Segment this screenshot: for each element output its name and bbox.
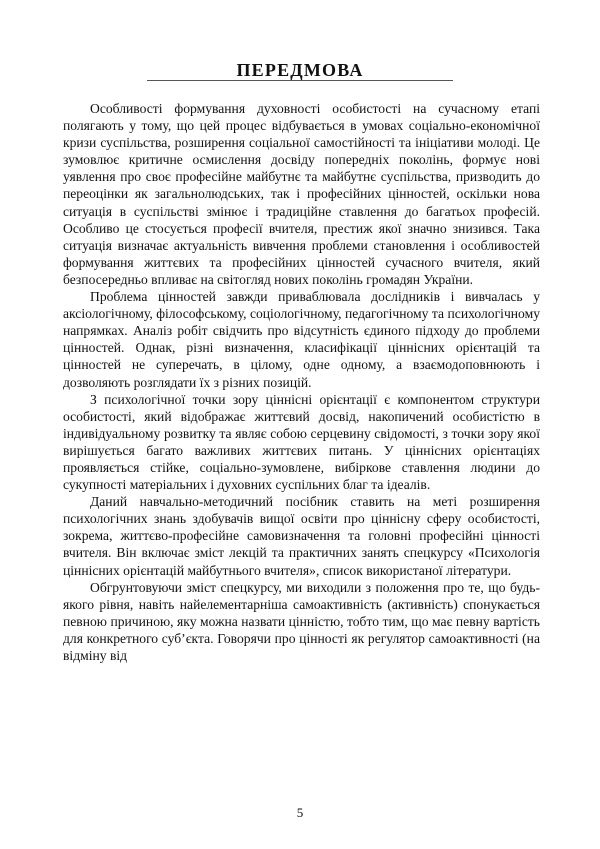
paragraph-4: Даний навчально-методичний посібник ставить на меті розширення психологічних знань здобувачів вищої освіти про ціннісну сферу особистості, зокрема, життєво-професійне самовизначення та головні професійні цінності вчителя. Він включає зміст лекцій та практичних занять спецкурсу «Психологія ціннісних орієнтацій майбутнього вчителя», список використаної літератури.	[63, 494, 540, 578]
paragraph-5: Обгрунтовуючи зміст спецкурсу, ми виходили з положення про те, що будь-якого рівня, навіть найелементарніша самоактивність (активність) спонукається певною причиною, яку можна назвати цінністю, тобто тим, що має певну вартість для конкретного суб’єкта. Говорячи про цінності як регулятор самоактивності (на відміну від	[63, 579, 540, 663]
paragraph-3: З психологічної точки зору ціннісні орієнтації є компонентом структури особистості, який відображає життєвий досвід, накопичений особистістю в індивідуальному розвитку та являє собою серцевину свідомості, з точки зору якої вирішується багато важливих життєвих питань. У ціннісних орієнтаціях проявляється стійке, соціально-зумовлене, вибіркове ставлення людини до сукупності матеріальних і духовних суспільних благ та ідеалів.	[63, 391, 540, 493]
body-text	[63, 100, 540, 664]
title-underline	[147, 80, 453, 81]
paragraph-2: Проблема цінностей завжди приваблювала дослідників і вивчалась у аксіологічному, філософському, соціологічному, педагогічному та психологічному напрямках. Аналіз робіт свідчить про відсутність єдиного підходу до проблеми цінностей. Однак, різні визначення, класифікації ціннісних орієнтацій та цінностей не суперечать, в цілому, одне одному, а взаємодоповнюють і дозволяють розглядати їх з різних позицій.	[63, 289, 540, 390]
paragraph-1: Особливості формування духовності особистості на сучасному етапі полягають у тому, що цей процес відбувається в умовах соціально-економічної кризи суспільства, розширення соціальної самостійності та ініціативи молоді. Це зумовлює критичне осмислення досвіду попередніх поколінь, формує нові уявлення про своє професійне майбутнє та майбутнє суспільства, призводить до переоцінки як загальнолюдських, так і професійних цінностей, оскільки нова ситуація в суспільстві змінює і традиційне ставлення до багатьох професій. Особливо це стосується професії вчителя, престиж якої значно знизився. Така ситуація визначає актуальність вивчення проблеми становлення і особливостей формування життєвих та професійних цінностей сучасного вчителя, який безпосередньо впливає на світогляд нових поколінь громадян України.	[63, 101, 540, 287]
page-number: 5	[296, 805, 304, 820]
page-title: ПЕРЕДМОВА	[236, 60, 364, 80]
